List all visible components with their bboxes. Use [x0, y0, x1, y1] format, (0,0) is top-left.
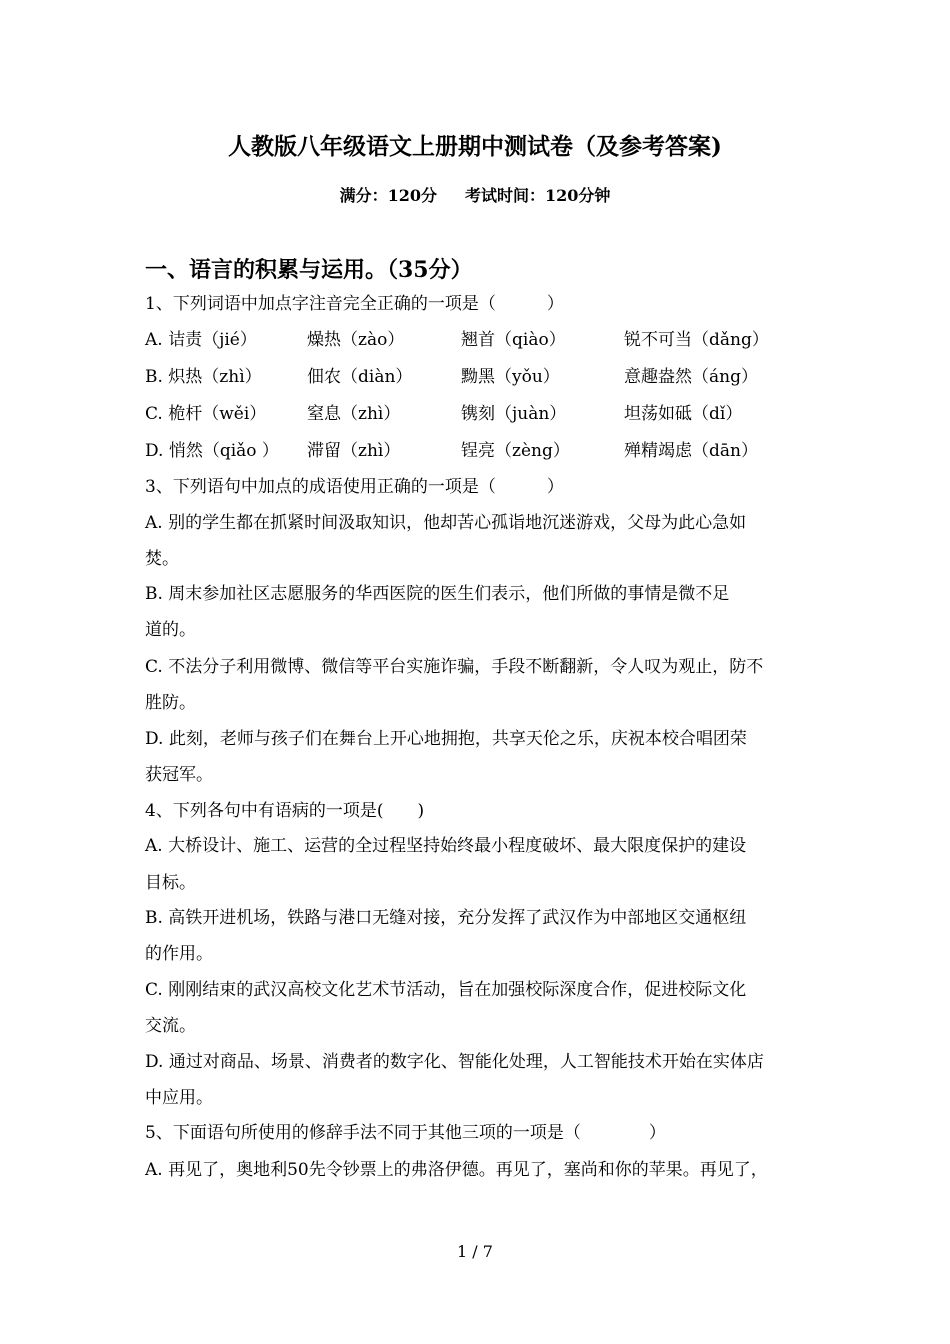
- q3-line: A. 别的学生都在抓紧时间汲取知识，他却苦心孤诣地沉迷游戏，父母为此心急如: [145, 513, 747, 533]
- q4-line: B. 高铁开进机场，铁路与港口无缝对接，充分发挥了武汉作为中部地区交通枢纽: [145, 908, 747, 928]
- q1-option-b-2: 佃农（diàn）: [307, 367, 413, 387]
- q1-option-d-2: 滞留（zhì）: [307, 441, 401, 461]
- page-number: 1 / 7: [457, 1242, 493, 1261]
- q3-line: C. 不法分子利用微博、微信等平台实施诈骗，手段不断翻新，令人叹为观止，防不: [145, 657, 764, 677]
- q3-line: 焚。: [145, 549, 179, 569]
- q1-option-d-3: 锃亮（zèng）: [461, 441, 570, 461]
- exam-time: 考试时间：120分钟: [465, 186, 611, 205]
- question-3-stem: 3、下列语句中加点的成语使用正确的一项是（ ）: [145, 477, 564, 497]
- question-5-stem: 5、下面语句所使用的修辞手法不同于其他三项的一项是（ ）: [145, 1123, 666, 1143]
- q3-line: 胜防。: [145, 693, 196, 713]
- q4-line: A. 大桥设计、施工、运营的全过程坚持始终最小程度破坏、最大限度保护的建设: [145, 836, 747, 856]
- q4-line: 中应用。: [145, 1088, 213, 1108]
- question-1-stem: 1、下列词语中加点字注音完全正确的一项是（ ）: [145, 294, 564, 314]
- q1-option-a-2: 燥热（zào）: [307, 330, 405, 350]
- question-4-stem: 4、下列各句中有语病的一项是( ): [145, 801, 425, 821]
- q1-option-a-4: 锐不可当（dǎng）: [624, 330, 769, 350]
- page-title: 人教版八年级语文上册期中测试卷（及参考答案): [228, 133, 722, 160]
- q1-option-a-3: 翘首（qiào）: [461, 330, 566, 350]
- q1-option-c-4: 坦荡如砥（dǐ）: [624, 404, 743, 424]
- q1-option-c-3: 镌刻（juàn）: [461, 404, 567, 424]
- q1-option-b-4: 意趣盎然（áng）: [624, 367, 758, 387]
- q3-line: 道的。: [145, 620, 196, 640]
- q1-option-c-2: 窒息（zhì）: [307, 404, 401, 424]
- q3-line: 获冠军。: [145, 765, 213, 785]
- q4-line: D. 通过对商品、场景、消费者的数字化、智能化处理，人工智能技术开始在实体店: [145, 1052, 764, 1072]
- q1-option-d-1: D. 悄然（qiǎo ）: [145, 441, 279, 461]
- q5-line: A. 再见了，奥地利50先令钞票上的弗洛伊德。再见了，塞尚和你的苹果。再见了，: [145, 1160, 768, 1180]
- q1-option-d-4: 殚精竭虑（dān）: [624, 441, 758, 461]
- q1-option-b-1: B. 炽热（zhì）: [145, 367, 262, 387]
- q1-option-c-1: C. 桅杆（wěi）: [145, 404, 267, 424]
- exam-info: [0, 184, 950, 208]
- q1-option-a-1: A. 诘责（jié）: [145, 330, 257, 350]
- q3-line: B. 周末参加社区志愿服务的华西医院的医生们表示，他们所做的事情是微不足: [145, 584, 730, 604]
- q4-line: 的作用。: [145, 944, 213, 964]
- section-heading: 一、语言的积累与运用。（35分）: [145, 257, 473, 283]
- q4-line: 目标。: [145, 873, 196, 893]
- q4-line: C. 刚刚结束的武汉高校文化艺术节活动，旨在加强校际深度合作，促进校际文化: [145, 980, 747, 1000]
- q4-line: 交流。: [145, 1016, 196, 1036]
- full-score: 满分：120分: [339, 186, 437, 205]
- q1-option-b-3: 黝黑（yǒu）: [461, 367, 560, 387]
- q3-line: D. 此刻，老师与孩子们在舞台上开心地拥抱，共享天伦之乐，庆祝本校合唱团荣: [145, 729, 747, 749]
